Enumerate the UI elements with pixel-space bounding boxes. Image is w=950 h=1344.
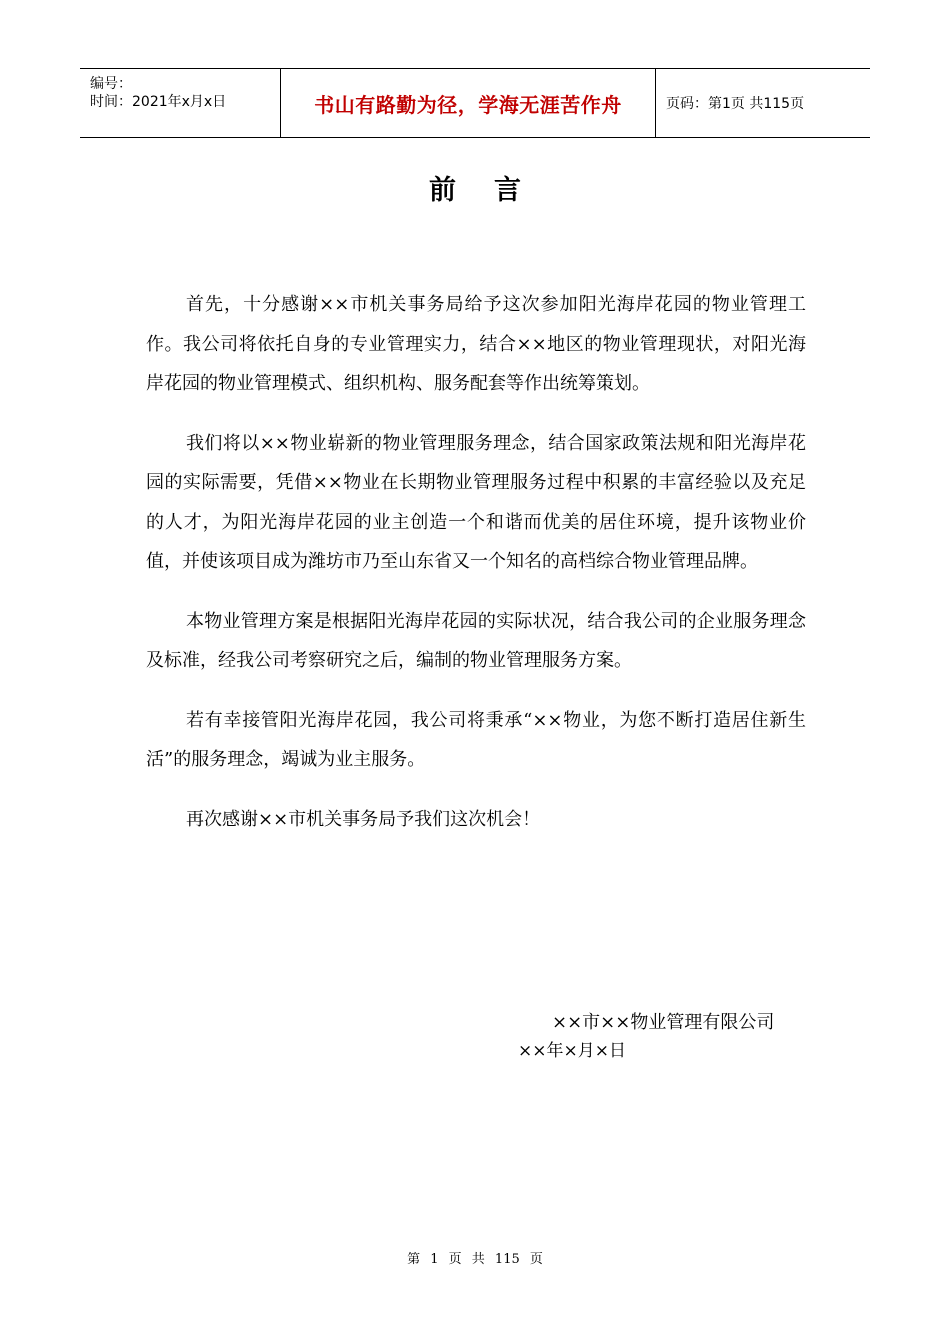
paragraph: 本物业管理方案是根据阳光海岸花园的实际状况，结合我公司的企业服务理念及标准，经我公司考察研究之后，编制的物业管理服务方案。 — [146, 610, 806, 671]
document-date: 时间：2021年x月x日 — [90, 94, 227, 110]
header-page-cell — [656, 69, 870, 137]
paragraph: 首先，十分感谢××市机关事务局给予这次参加阳光海岸花园的物业管理工作。我公司将依托自身的专业管理实力，结合××地区的物业管理现状，对阳光海岸花园的物业管理模式、组织机构、服务配套等作出统筹策划。 — [146, 294, 806, 394]
document-code-label: 编号： — [90, 76, 132, 92]
signature-company: ××市××物业管理有限公司 — [552, 1012, 775, 1033]
document-body — [146, 285, 806, 859]
header-motto-cell — [281, 69, 656, 137]
paragraph: 再次感谢××市机关事务局予我们这次机会！ — [186, 808, 541, 830]
header-meta-cell — [80, 69, 281, 137]
paragraph: 我们将以××物业崭新的物业管理服务理念，结合国家政策法规和阳光海岸花园的实际需要，凭借××物业在长期物业管理服务过程中积累的丰富经验以及充足的人才，为阳光海岸花园的业主创造一个和谐而优美的居住环境，提升该物业价值，并使该项目成为潍坊市乃至山东省又一个知名的高档综合物业管理品牌。 — [146, 432, 806, 572]
signature-date: ××年×月×日 — [518, 1041, 626, 1061]
motto-text: 书山有路勤为径，学海无涯苦作舟 — [314, 92, 622, 117]
page-info: 页码：第1页 共115页 — [666, 96, 805, 112]
page-footer: 第 1 页 共 115 页 — [407, 1252, 543, 1267]
paragraph: 若有幸接管阳光海岸花园，我公司将秉承“××物业，为您不断打造居住新生活”的服务理念，竭诚为业主服务。 — [146, 709, 806, 770]
document-header — [80, 68, 870, 138]
page-title: 前言 — [429, 175, 559, 206]
